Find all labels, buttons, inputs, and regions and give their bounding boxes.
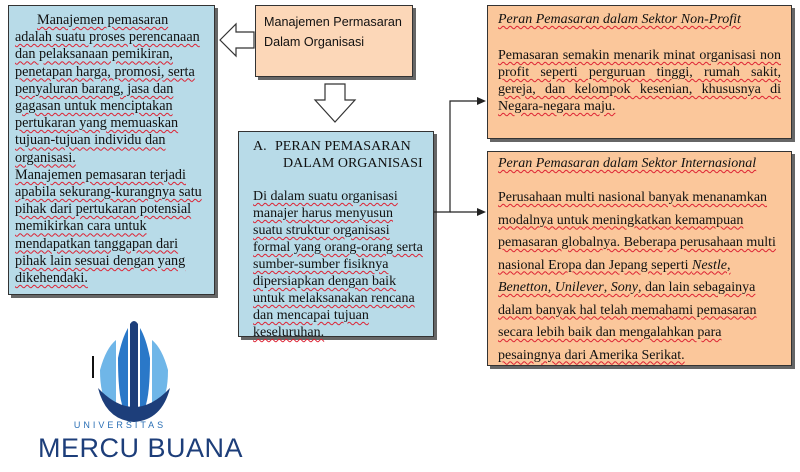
nonprofit-title: Peran Pemasaran dalam Sektor Non-Profit (498, 12, 741, 27)
section-heading-line-1: PERAN PEMASARAN (275, 139, 411, 154)
topic-title-line-2: Dalam Organisasi (264, 35, 365, 49)
international-body-part-2: , dan lain sebagainya dalam banyak hal telah memahami pemasaran secara lebih baik dan mengalahkan para pesaingnya dari Amerika Serikat. (498, 280, 757, 363)
separator-3: , (603, 280, 611, 295)
brand-sony: Sony (610, 280, 638, 295)
separator-2: , (547, 280, 555, 295)
definition-paragraph-1: Manajemen pemasaran adalah suatu proses perencanaan dan pelaksanaan pemikiran, penetapan harga, promosi, serta penyaluran barang, jasa dan gagasan untuk menciptakan pertukaran yang memuaskan tujuan-tujuan individu dan organisasi. (15, 12, 200, 166)
arrowhead-international (477, 208, 486, 216)
down-block-arrow (315, 84, 355, 122)
left-block-arrow (220, 24, 254, 56)
logo-university-name: MERCU BUANA (38, 433, 244, 463)
definition-paragraph-2: Manajemen pemasaran terjadi apabila sekurang-kurangnya satu pihak dari pertukaran potensial memikirkan cara untuk mendapatkan tanggapan dari pihak lain sesuai dengan yang dikehendaki. (15, 166, 202, 287)
section-body: Di dalam suatu organisasi manajer harus menyusun suatu struktur organisasi formal yang orang-orang serta sumber-sumber fisiknya dipersiapkan dengan baik untuk melaksanakan rencana dan mencapai tujuan keseluruhan. (253, 189, 423, 340)
topic-title-line-1: Manajemen Permasaran (264, 15, 402, 29)
nonprofit-body: Pemasaran semakin menarik minat organisasi non profit seperti perguruan tinggi, rumah sakit, gereja, dan kelompok kesenian, khususnya di Negara-negara maju. (498, 48, 781, 114)
section-number: A. (253, 139, 267, 154)
connector-to-nonprofit (434, 101, 478, 212)
international-title: Peran Pemasaran dalam Sektor Internasional (498, 156, 757, 171)
brand-benetton: Benetton (498, 280, 548, 295)
section-heading-line-2: DALAM ORGANISASI (283, 156, 423, 171)
brand-unilever: Unilever (554, 280, 604, 295)
international-body-part-1: Perusahaan multi nasional banyak menanamkan modalnya untuk meningkatkan kemampuan pemasaran globalnya. Beberapa perusahaan multi nasional Eropa dan Jepang seperti (498, 190, 776, 273)
separator-1: , (727, 257, 731, 273)
logo-university-label: UNIVERSITAS (73, 420, 167, 430)
arrowhead-nonprofit (477, 97, 486, 105)
brand-nestle: Nestle (692, 257, 727, 273)
